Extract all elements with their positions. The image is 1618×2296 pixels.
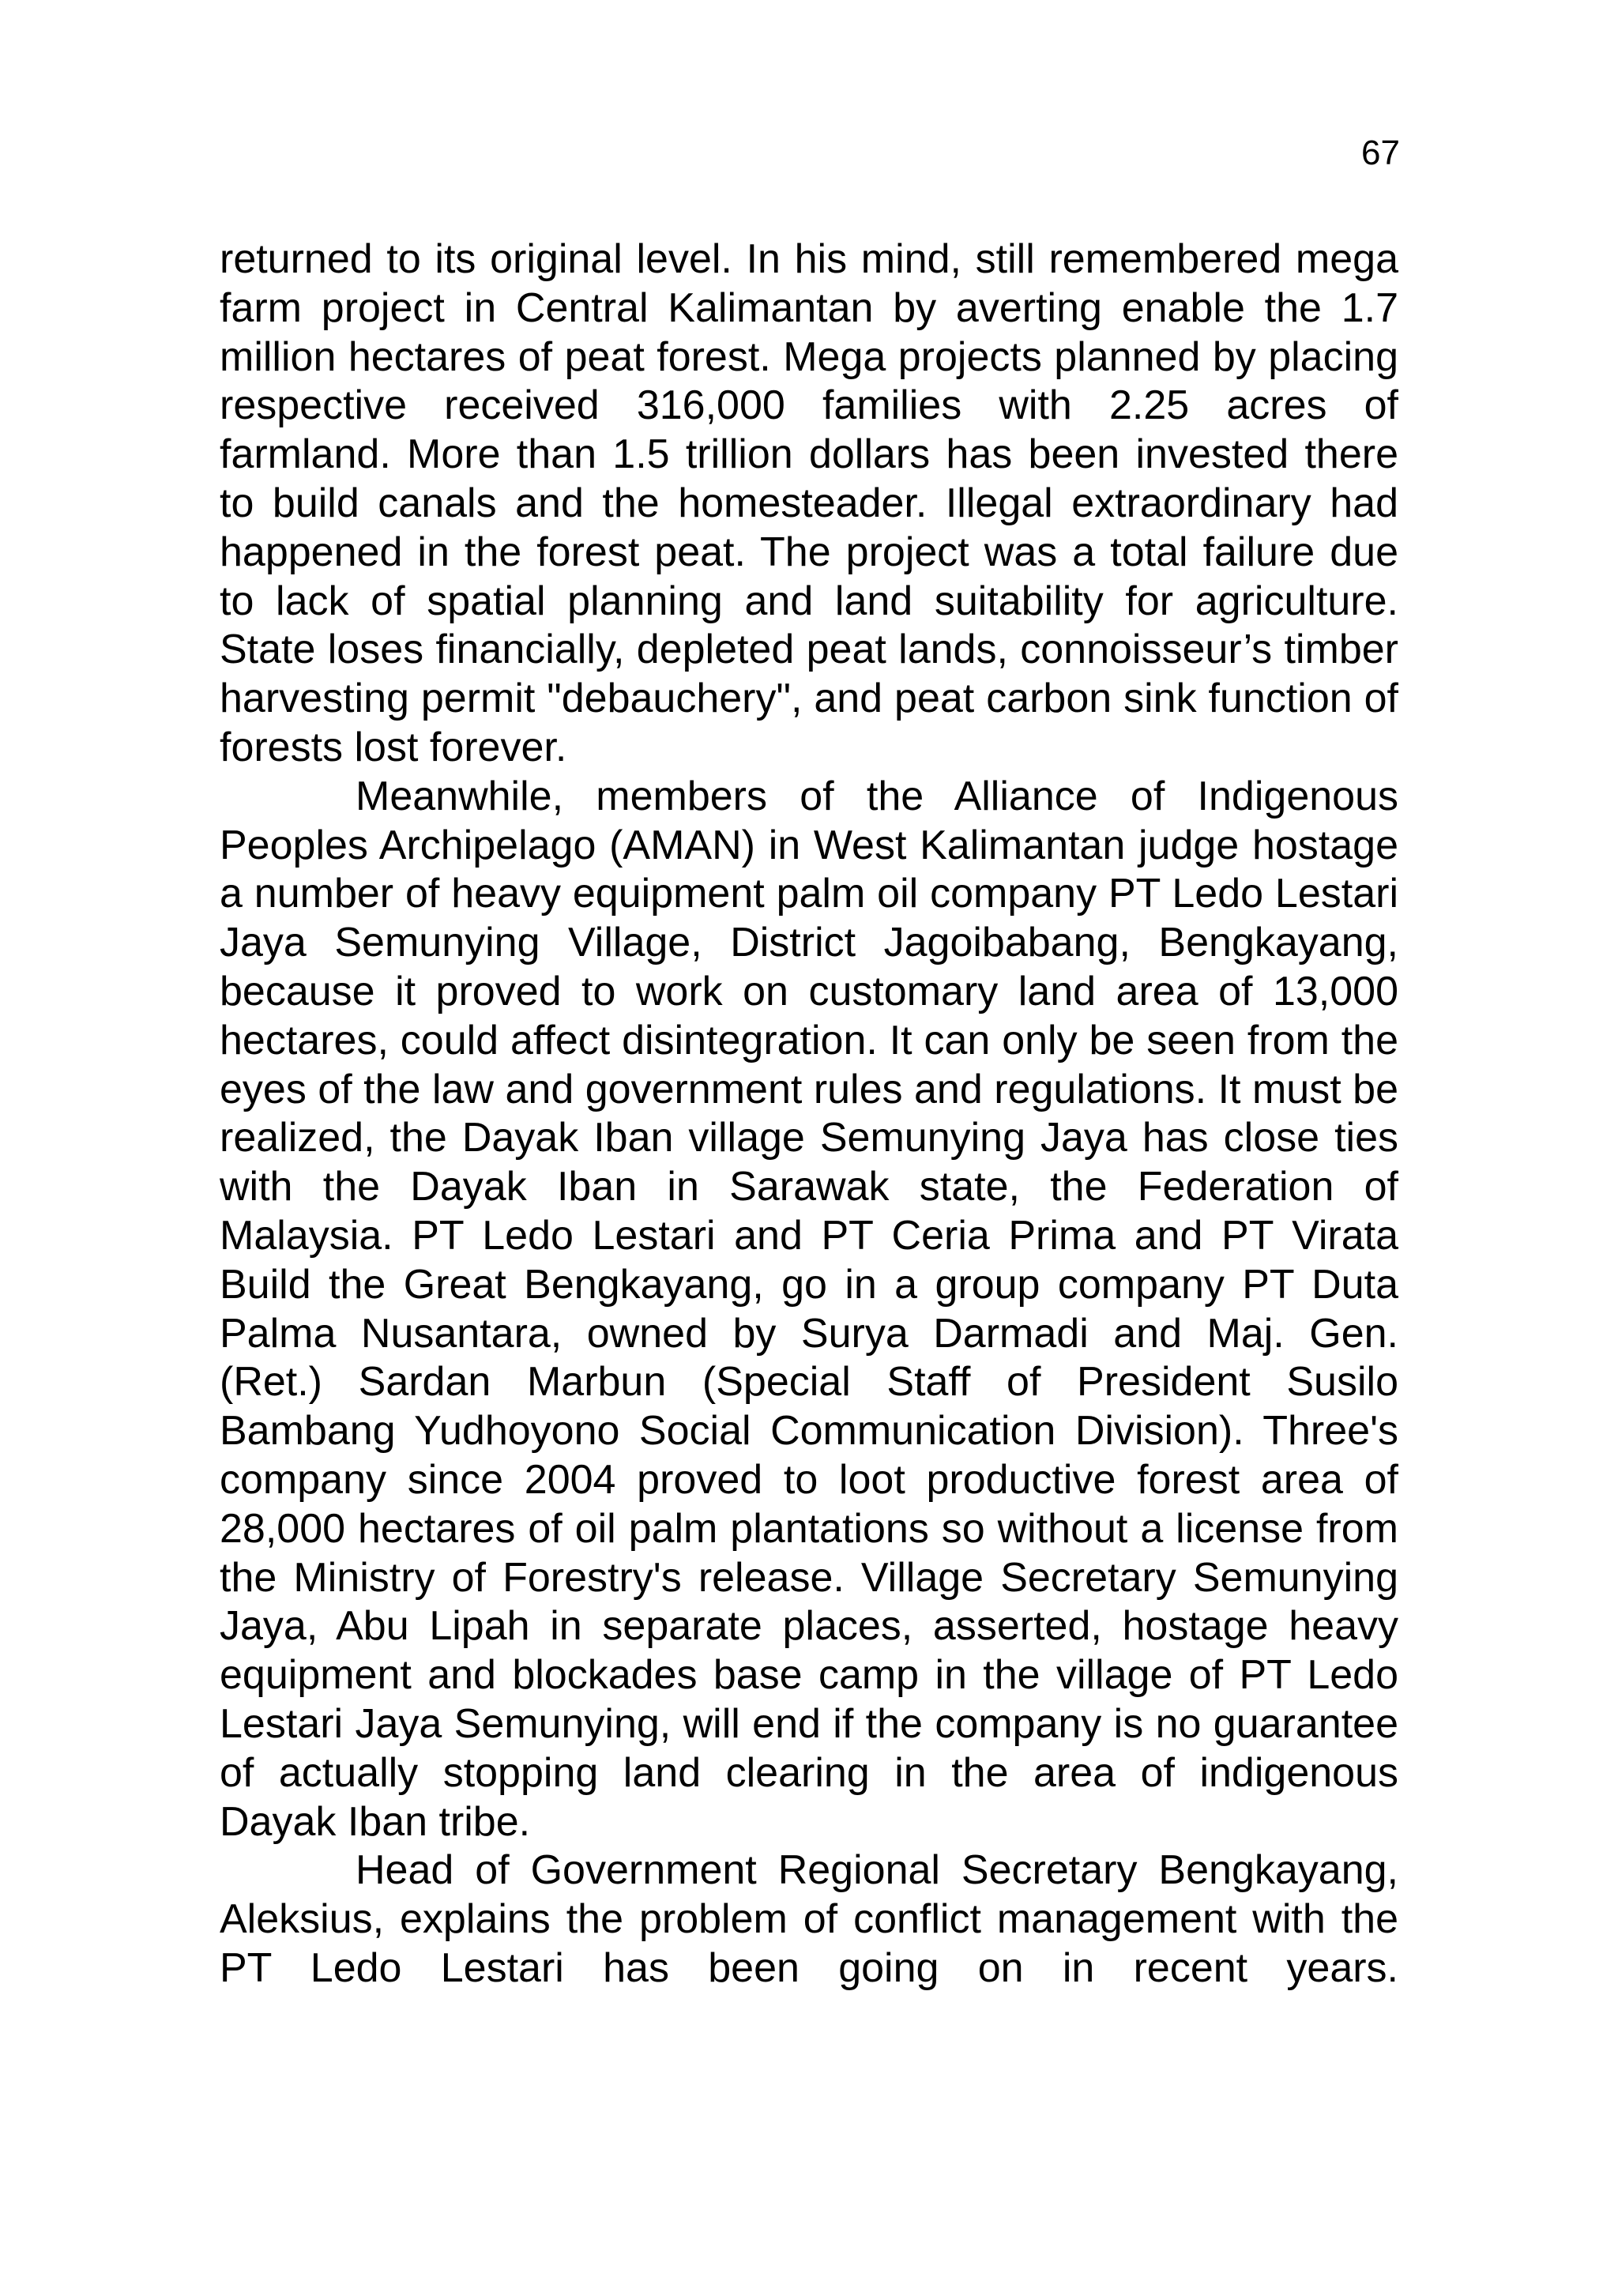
page-number: 67	[1361, 134, 1400, 172]
body-text	[220, 235, 1398, 1993]
paragraph-2: Meanwhile, members of the Alliance of Indigenous Peoples Archipelago (AMAN) in West Kalimantan judge hostage a number of heavy equipment palm oil company PT Ledo Lestari Jaya Semunying Village, District Jagoibabang, Bengkayang, because it proved to work on customary land area of 13,000 hectares, could affect disintegration. It can only be seen from the eyes of the law and government rules and regulations. It must be realized, the Dayak Iban village Semunying Jaya has close ties with the Dayak Iban in Sarawak state, the Federation of Malaysia. PT Ledo Lestari and PT Ceria Prima and PT Virata Build the Great Bengkayang, go in a group company PT Duta Palma Nusantara, owned by Surya Darmadi and Maj. Gen. (Ret.) Sardan Marbun (Special Staff of President Susilo Bambang Yudhoyono Social Communication Division). Three's company since 2004 proved to loot productive forest area of 28,000 hectares of oil palm plantations so without a license from the Ministry of Forestry's release. Village Secretary Semunying Jaya, Abu Lipah in separate places, asserted, hostage heavy equipment and blockades base camp in the village of PT Ledo Lestari Jaya Semunying, will end if the company is no guarantee of actually stopping land clearing in the area of indigenous Dayak Iban tribe.	[220, 773, 1398, 1845]
paragraph-1: returned to its original level. In his mind, still remembered mega farm project in Central Kalimantan by averting enable the 1.7 million hectares of peat forest. Mega projects planned by placing respective received 316,000 families with 2.25 acres of farmland. More than 1.5 trillion dollars has been invested there to build canals and the homesteader. Illegal extraordinary had happened in the forest peat. The project was a total failure due to lack of spatial planning and land suitability for agriculture. State loses financially, depleted peat lands, connoisseur’s timber harvesting permit "debauchery", and peat carbon sink function of forests lost forever.	[220, 236, 1398, 770]
paragraph-3: Head of Government Regional Secretary Bengkayang, Aleksius, explains the problem of conflict management with the PT Ledo Lestari has been going on in recent years.	[220, 1847, 1398, 1991]
